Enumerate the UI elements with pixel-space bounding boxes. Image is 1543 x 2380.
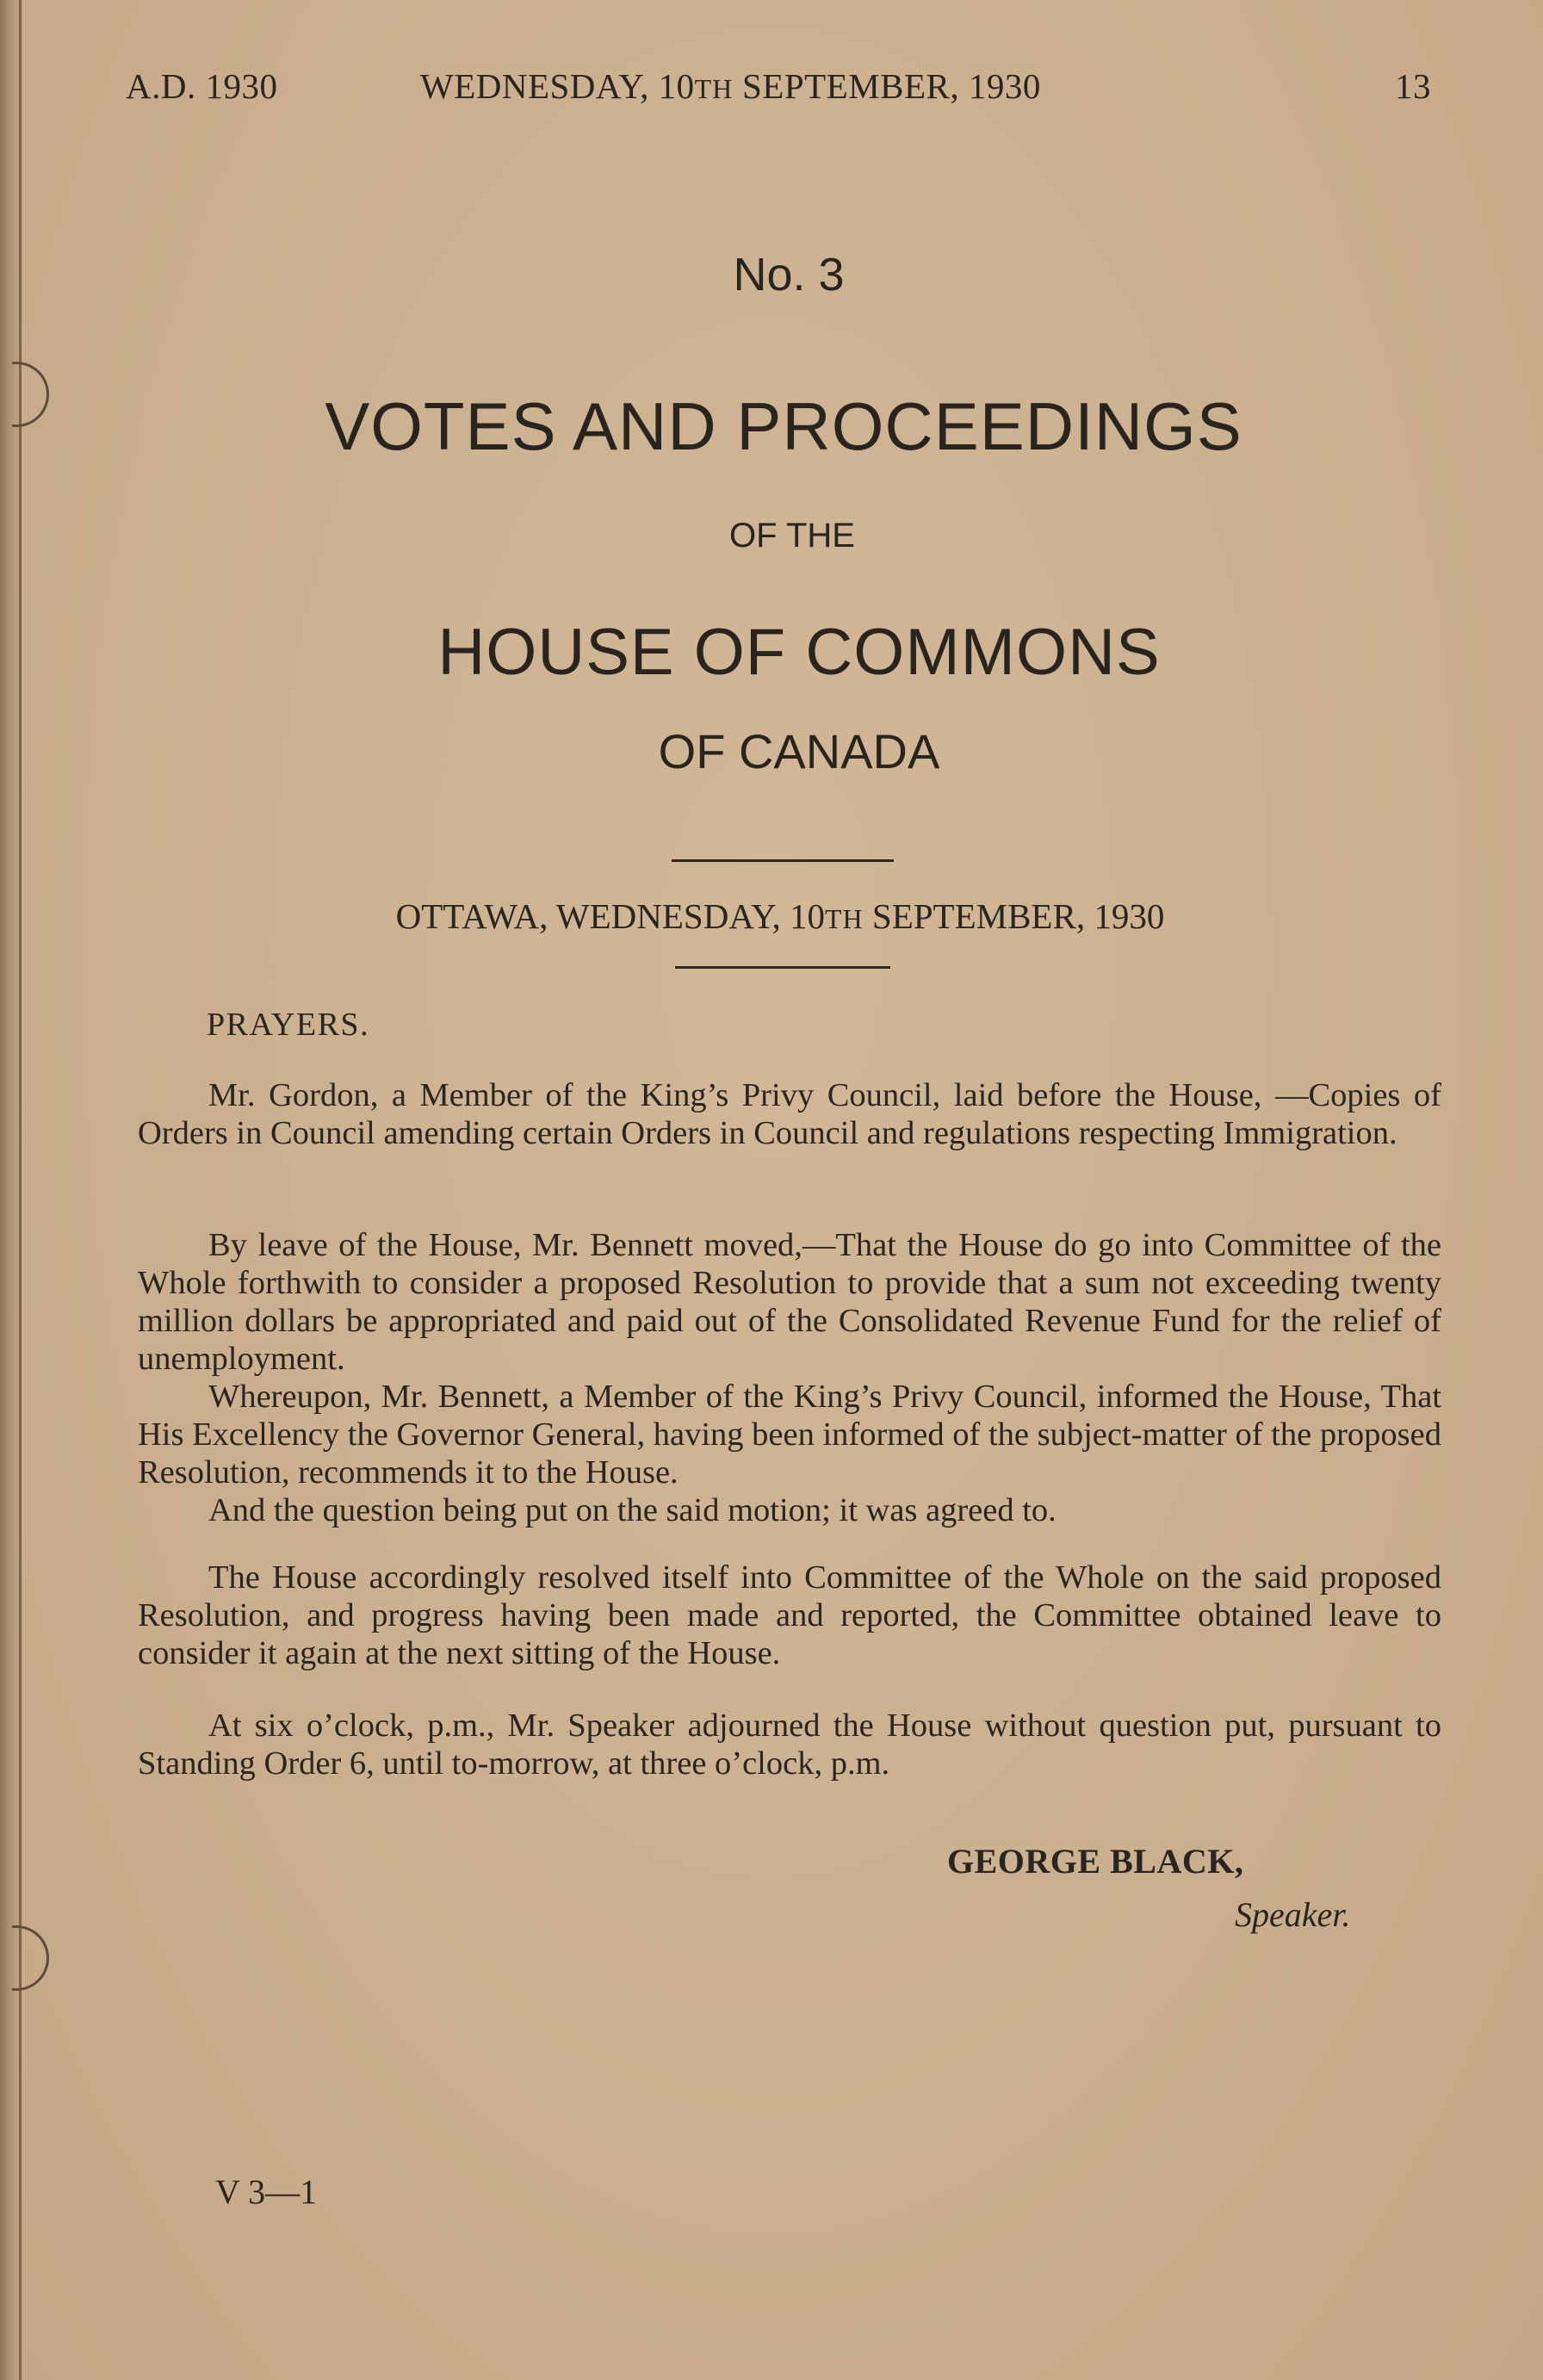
paragraph-adjournment bbox=[138, 1707, 1441, 1782]
paragraph-text: At six o’clock, p.m., Mr. Speaker adjourned the House without question put, pursuant to Standing Order 6, until to-morrow, at three o’clock, p.m. bbox=[138, 1708, 1441, 1782]
dateline-suffix: TH bbox=[825, 904, 864, 934]
paragraph-text: Mr. Gordon, a Member of the King’s Privy Council, laid before the House, —Copies of Orders in Council amending certain Orders in Council and regulations respecting Immigration. bbox=[138, 1077, 1441, 1151]
title-house-of-commons: HOUSE OF COMMONS bbox=[437, 616, 1161, 689]
running-head-date-day: WEDNESDAY, 10 bbox=[420, 66, 695, 106]
running-head-year: A.D. 1930 bbox=[126, 66, 278, 106]
binding-line bbox=[19, 0, 22, 2380]
prayers-heading: PRAYERS. bbox=[207, 1007, 370, 1043]
paragraph-text: By leave of the House, Mr. Bennett moved,—That the House do go into Committee of the Whole forthwith to consider a proposed Resolution to provide that a sum not exceeding twenty million dollars be appropriated and paid out of the Consolidated Revenue Fund for the relief of unemployment. bbox=[138, 1227, 1441, 1377]
page-number: 13 bbox=[1395, 66, 1431, 106]
binding-edge bbox=[0, 0, 19, 2380]
dateline-day: OTTAWA, WEDNESDAY, 10 bbox=[395, 896, 826, 936]
issue-number: No. 3 bbox=[733, 249, 845, 301]
dateline bbox=[0, 896, 1543, 937]
paragraph-orders-in-council bbox=[138, 1076, 1441, 1152]
binder-ring-bottom bbox=[12, 1925, 49, 1991]
paragraph-committee bbox=[138, 1559, 1441, 1672]
paragraph-text: The House accordingly resolved itself into Committee of the Whole on the said proposed Resolution, and progress having been made and reported, the Committee obtained leave to consider it again at the next sitting of the House. bbox=[138, 1559, 1441, 1671]
speaker-title: Speaker. bbox=[1235, 1895, 1351, 1934]
title-of-the: OF THE bbox=[729, 517, 855, 555]
divider-rule-bottom bbox=[675, 966, 890, 969]
running-head-date-suffix: TH bbox=[694, 74, 734, 104]
speaker-name: GEORGE BLACK, bbox=[947, 1842, 1244, 1881]
printer-signature-mark: V 3—1 bbox=[215, 2172, 318, 2211]
title-of-canada: OF CANADA bbox=[658, 724, 940, 778]
paragraph-text: And the question being put on the said motion; it was agreed to. bbox=[208, 1492, 1057, 1528]
title-votes-and-proceedings: VOTES AND PROCEEDINGS bbox=[325, 388, 1242, 464]
running-head bbox=[0, 65, 1543, 117]
divider-rule-top bbox=[672, 859, 894, 862]
dateline-month: SEPTEMBER, 1930 bbox=[863, 896, 1165, 936]
paragraph-bennett-motion bbox=[138, 1226, 1441, 1529]
running-head-date bbox=[420, 65, 1041, 107]
running-head-date-month: SEPTEMBER, 1930 bbox=[733, 66, 1041, 106]
paragraph-text: Whereupon, Mr. Bennett, a Member of the King’s Privy Council, informed the House, That His Excellency the Governor General, having been informed of the subject-matter of the proposed Resolution, recommends it to the House. bbox=[138, 1379, 1441, 1491]
